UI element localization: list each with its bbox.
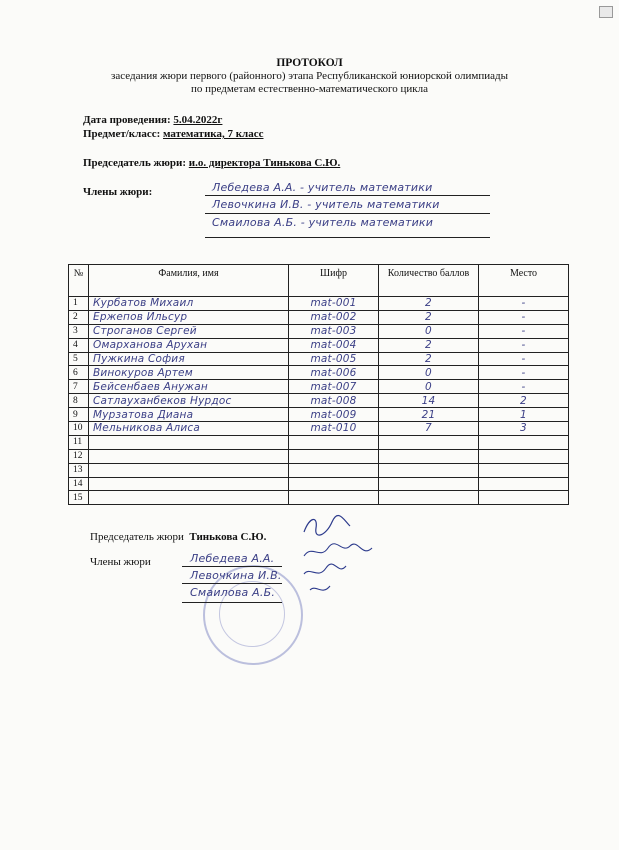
table-row — [69, 297, 569, 311]
table-row — [69, 408, 569, 422]
participant-score: 0 — [379, 324, 479, 338]
footer-member-line-2 — [182, 583, 282, 584]
table-row — [69, 463, 569, 477]
participant-place — [479, 449, 569, 463]
participant-score: 21 — [379, 408, 479, 422]
participant-score: 0 — [379, 366, 479, 380]
member-line-1 — [205, 195, 490, 196]
row-number: 2 — [69, 310, 89, 324]
participant-name: Курбатов Михаил — [89, 297, 289, 311]
row-number: 11 — [69, 435, 89, 449]
member-handwritten-2: Левочкина И.В. - учитель математики — [212, 198, 440, 211]
participant-score: 14 — [379, 394, 479, 408]
participant-code: mat-009 — [289, 408, 379, 422]
row-number: 7 — [69, 380, 89, 394]
table-row — [69, 422, 569, 436]
participant-code: mat-002 — [289, 310, 379, 324]
participant-name — [89, 449, 289, 463]
row-number: 15 — [69, 491, 89, 505]
col-name-header: Фамилия, имя — [89, 265, 289, 297]
date-row — [83, 114, 222, 126]
row-number: 3 — [69, 324, 89, 338]
table-row — [69, 435, 569, 449]
participant-code: mat-005 — [289, 352, 379, 366]
table-row — [69, 310, 569, 324]
footer-chair-name: Тинькова С.Ю. — [189, 531, 267, 543]
participant-score: 2 — [379, 297, 479, 311]
participant-place: - — [479, 380, 569, 394]
row-number: 12 — [69, 449, 89, 463]
footer-chair-label: Председатель жюри — [90, 531, 184, 543]
date-label: Дата проведения: — [83, 114, 171, 126]
member-handwritten-3: Смаилова А.Б. - учитель математики — [212, 216, 434, 229]
member-line-3 — [205, 237, 490, 238]
participant-name — [89, 463, 289, 477]
table-row — [69, 449, 569, 463]
table-row — [69, 491, 569, 505]
participant-code: mat-001 — [289, 297, 379, 311]
chair-row — [83, 157, 340, 169]
participant-code — [289, 463, 379, 477]
participant-name: Бейсенбаев Анужан — [89, 380, 289, 394]
participant-place: 1 — [479, 408, 569, 422]
footer-member-1: Лебедева А.А. — [190, 552, 275, 565]
table-row — [69, 394, 569, 408]
col-score-header: Количество баллов — [379, 265, 479, 297]
participant-name: Пужкина София — [89, 352, 289, 366]
participant-code: mat-007 — [289, 380, 379, 394]
chair-value: и.о. директора Тинькова С.Ю. — [188, 157, 341, 169]
participant-score: 7 — [379, 422, 479, 436]
subject-value: математика, 7 класс — [163, 128, 264, 140]
participant-score: 2 — [379, 338, 479, 352]
row-number: 8 — [69, 394, 89, 408]
col-place-header: Место — [479, 265, 569, 297]
table-row — [69, 380, 569, 394]
results-table — [68, 264, 569, 505]
participant-score — [379, 463, 479, 477]
member-line-2 — [205, 213, 490, 214]
row-number: 5 — [69, 352, 89, 366]
footer-members-label: Члены жюри — [90, 556, 151, 568]
date-value: 5.04.2022г — [173, 114, 223, 126]
paper-clip-mark — [599, 6, 613, 18]
participant-place — [479, 463, 569, 477]
col-number-header: № — [69, 265, 89, 297]
participant-code: mat-004 — [289, 338, 379, 352]
participant-place: - — [479, 352, 569, 366]
participant-name: Винокуров Артем — [89, 366, 289, 380]
participant-name: Строганов Сергей — [89, 324, 289, 338]
participant-name — [89, 435, 289, 449]
col-code-header: Шифр — [289, 265, 379, 297]
participant-place — [479, 435, 569, 449]
participant-code — [289, 435, 379, 449]
participant-place: - — [479, 310, 569, 324]
participant-name: Мурзатова Диана — [89, 408, 289, 422]
table-row — [69, 352, 569, 366]
participant-score: 2 — [379, 352, 479, 366]
participant-place: 2 — [479, 394, 569, 408]
subject-row — [83, 128, 264, 140]
members-label: Члены жюри: — [83, 186, 153, 198]
participant-code — [289, 449, 379, 463]
participant-code: mat-008 — [289, 394, 379, 408]
participant-place — [479, 491, 569, 505]
table-row — [69, 477, 569, 491]
row-number: 13 — [69, 463, 89, 477]
footer-member-2: Левочкина И.В. — [190, 569, 282, 582]
participant-place: 3 — [479, 422, 569, 436]
document-subtitle-line1: заседания жюри первого (районного) этапа Республиканской юниорской олимпиады — [111, 70, 508, 82]
row-number: 9 — [69, 408, 89, 422]
participant-code: mat-003 — [289, 324, 379, 338]
row-number: 4 — [69, 338, 89, 352]
participant-name — [89, 491, 289, 505]
table-row — [69, 366, 569, 380]
member-handwritten-1: Лебедева А.А. - учитель математики — [212, 181, 433, 194]
participant-code — [289, 491, 379, 505]
table-row — [69, 338, 569, 352]
document-subtitle-line2: по предметам естественно-математического цикла — [190, 83, 429, 95]
members-signatures — [300, 540, 380, 600]
participant-score — [379, 435, 479, 449]
footer-member-line-1 — [182, 566, 282, 567]
participant-place: - — [479, 338, 569, 352]
footer-chair-row — [90, 531, 266, 543]
participant-place: - — [479, 366, 569, 380]
participant-score — [379, 449, 479, 463]
footer-member-line-3 — [182, 602, 282, 603]
chair-label: Председатель жюри: — [83, 157, 187, 169]
row-number: 10 — [69, 422, 89, 436]
participant-code — [289, 477, 379, 491]
participant-score: 0 — [379, 380, 479, 394]
participant-score: 2 — [379, 310, 479, 324]
table-header-row — [69, 265, 569, 297]
participant-name: Мельникова Алиса — [89, 422, 289, 436]
document-title: ПРОТОКОЛ — [276, 57, 343, 69]
table-row — [69, 324, 569, 338]
participant-name: Омарханова Арухан — [89, 338, 289, 352]
participant-name: Сатлауханбеков Нурдос — [89, 394, 289, 408]
participant-name: Ержепов Ильсур — [89, 310, 289, 324]
chair-signature — [296, 512, 356, 542]
row-number: 14 — [69, 477, 89, 491]
participant-place: - — [479, 297, 569, 311]
participant-name — [89, 477, 289, 491]
subject-label: Предмет/класс: — [83, 128, 161, 140]
participant-score — [379, 491, 479, 505]
participant-place — [479, 477, 569, 491]
participant-place: - — [479, 324, 569, 338]
participant-score — [379, 477, 479, 491]
row-number: 1 — [69, 297, 89, 311]
row-number: 6 — [69, 366, 89, 380]
footer-member-3: Смаилова А.Б. — [190, 586, 276, 599]
participant-code: mat-006 — [289, 366, 379, 380]
participant-code: mat-010 — [289, 422, 379, 436]
